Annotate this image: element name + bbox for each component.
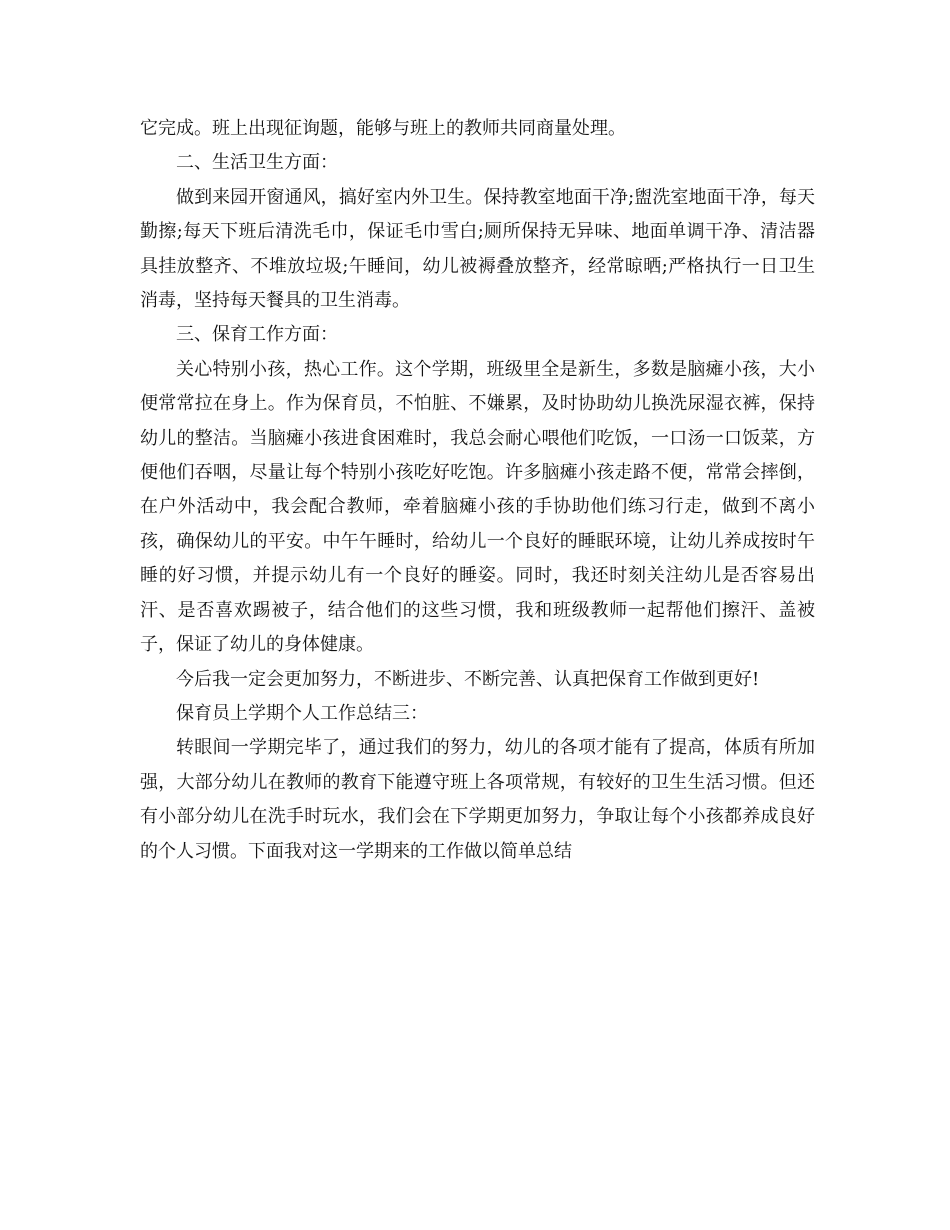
section-heading-summary-three: 保育员上学期个人工作总结三： [176,702,428,724]
paragraph-future: 今后我一定会更加努力，不断进步、不断完善、认真把保育工作做到更好! [176,668,760,690]
document-body [140,112,815,869]
section-heading-life-hygiene: 二、生活卫生方面： [176,152,338,174]
paragraph-summary: 转眼间一学期完毕了，通过我们的努力，幼儿的各项才能有了提高，体质有所加强，大部分幼儿在教师的教育下能遵守班上各项常规，有较好的卫生生活习惯。但还有小部分幼儿在洗手时玩水，我们会在下学期更加努力，争取让每个小孩都养成良好的个人习惯。下面我对这一学期来的工作做以简单总结 [140,737,815,862]
paragraph-hygiene: 做到来园开窗通风，搞好室内外卫生。保持教室地面干净;盥洗室地面干净，每天勤擦;每天下班后清洗毛巾，保证毛巾雪白;厕所保持无异味、地面单调干净、清洁器具挂放整齐、不堆放垃圾;午睡间，幼儿被褥叠放整齐，经常晾晒;严格执行一日卫生消毒，坚持每天餐具的卫生消毒。 [140,186,815,312]
paragraph-care-work: 关心特别小孩，热心工作。这个学期，班级里全是新生，多数是脑瘫小孩，大小便常常拉在身上。作为保育员，不怕脏、不嫌累，及时协助幼儿换洗尿湿衣裤，保持幼儿的整洁。当脑瘫小孩进食困难时，我总会耐心喂他们吃饭，一口汤一口饭菜，方便他们吞咽，尽量让每个特别小孩吃好吃饱。许多脑瘫小孩走路不便，常常会摔倒，在户外活动中，我会配合教师，牵着脑瘫小孩的手协助他们练习行走，做到不离小孩，确保幼儿的平安。中午午睡时，给幼儿一个良好的睡眠环境，让幼儿养成按时午睡的好习惯，并提示幼儿有一个良好的睡姿。同时，我还时刻关注幼儿是否容易出汗、是否喜欢踢被子，结合他们的这些习惯，我和班级教师一起帮他们擦汗、盖被子，保证了幼儿的身体健康。 [140,358,815,656]
paragraph-continuation: 它完成。班上出现征询题，能够与班上的教师共同商量处理。 [140,118,626,139]
section-heading-care-work: 三、保育工作方面： [176,324,338,346]
